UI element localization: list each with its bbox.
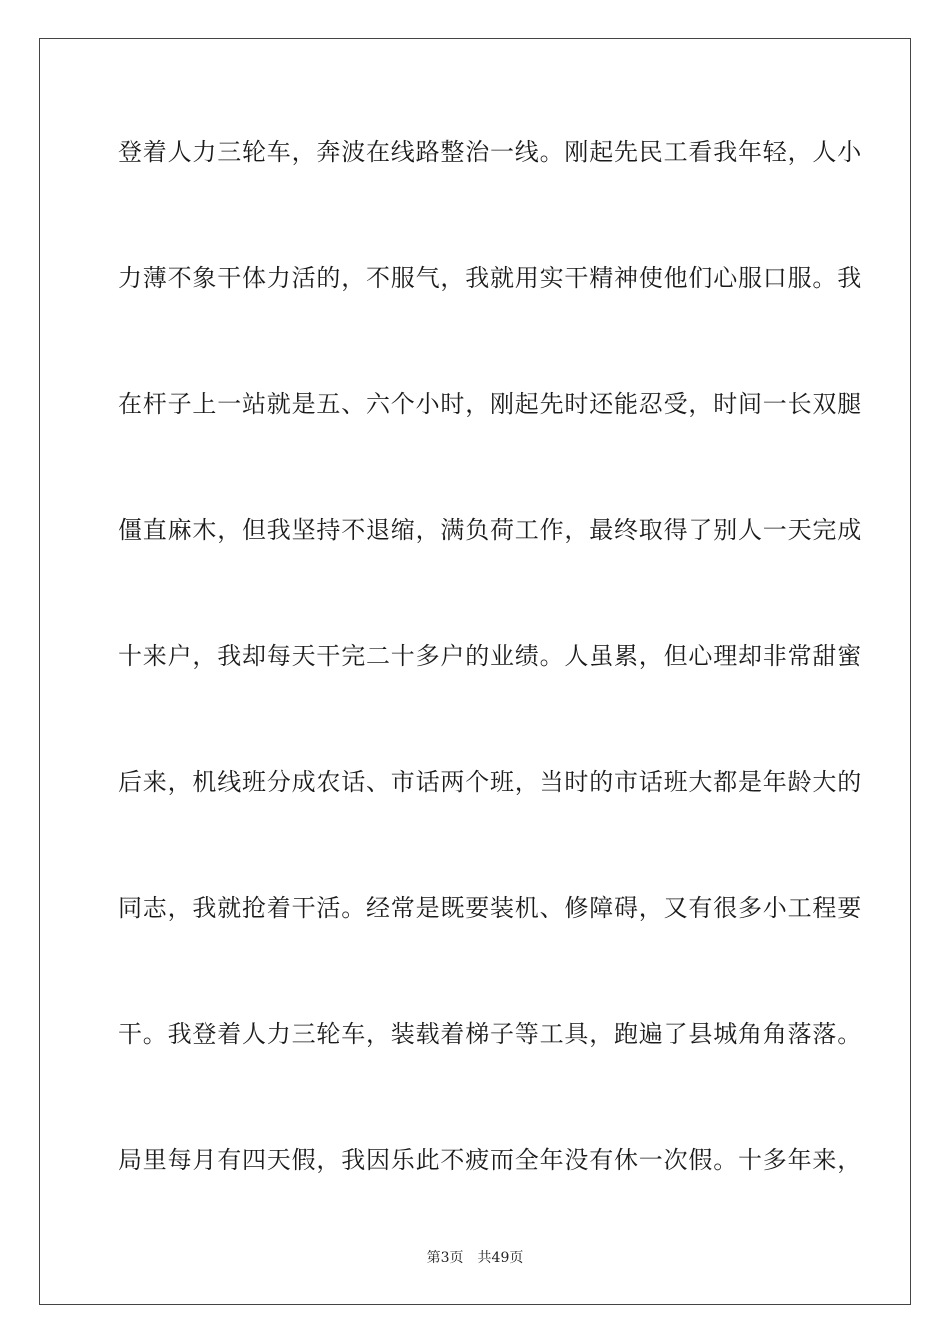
text-line-9: 局里每月有四天假，我因乐此不疲而全年没有休一次假。十多年来，	[118, 1146, 862, 1174]
text-line-1: 登着人力三轮车，奔波在线路整治一线。刚起先民工看我年轻，人小	[118, 138, 862, 166]
text-line-3: 在杆子上一站就是五、六个小时，刚起先时还能忍受，时间一长双腿	[118, 390, 862, 418]
page-footer	[0, 1247, 950, 1267]
page-total: 共49页	[477, 1250, 524, 1266]
page-number: 第3页	[426, 1250, 464, 1266]
text-line-5: 十来户，我却每天干完二十多户的业绩。人虽累，但心理却非常甜蜜	[118, 642, 862, 670]
text-line-7: 同志，我就抢着干活。经常是既要装机、修障碍，又有很多小工程要	[118, 894, 862, 922]
text-line-6: 后来，机线班分成农话、市话两个班，当时的市话班大都是年龄大的	[118, 768, 862, 796]
text-line-2: 力薄不象干体力活的，不服气，我就用实干精神使他们心服口服。我	[118, 264, 862, 292]
document-body	[118, 128, 862, 1262]
text-line-4: 僵直麻木，但我坚持不退缩，满负荷工作，最终取得了别人一天完成	[118, 516, 862, 544]
text-line-8: 干。我登着人力三轮车，装载着梯子等工具，跑遍了县城角角落落。	[118, 1020, 862, 1048]
